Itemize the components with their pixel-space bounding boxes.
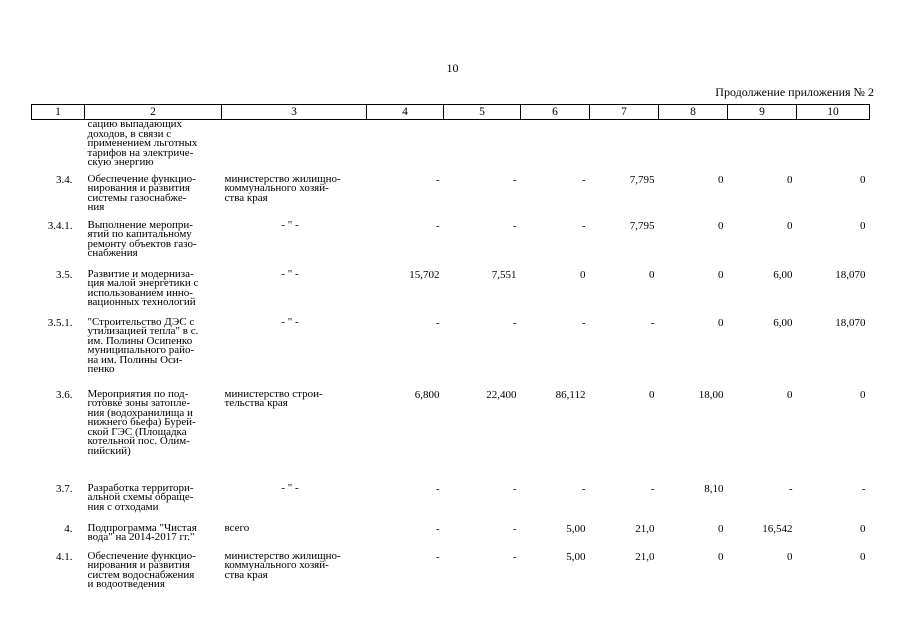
value-col-5: - [512, 550, 517, 563]
value-col-7: 0 [649, 268, 655, 281]
value-col-8: 0 [718, 550, 724, 563]
value-col-9: 0 [787, 173, 793, 186]
responsible-executor: министерство жилищно- коммунального хозяй- ства края [224, 172, 341, 204]
responsible-executor: - " - [281, 218, 299, 231]
value-col-10: 18,070 [835, 316, 866, 329]
value-col-4: - [435, 316, 440, 329]
value-col-5: - [512, 173, 517, 186]
table-row [32, 120, 870, 172]
value-col-9: 0 [787, 388, 793, 401]
value-col-10: 0 [860, 173, 866, 186]
value-col-6: - [581, 219, 586, 232]
item-name: Разработка территори- альной схемы обраще- ния с отходами [87, 481, 194, 513]
item-number: 3.6. [56, 388, 73, 401]
responsible-executor: министерство жилищно- коммунального хозяй- ства края [224, 549, 341, 581]
value-col-4: - [435, 522, 440, 535]
responsible-executor: - " - [281, 481, 299, 494]
value-col-7: 21,0 [635, 550, 655, 563]
table-body [32, 120, 870, 597]
table-row [32, 267, 870, 315]
value-col-10: 0 [860, 550, 866, 563]
item-name: сацию выпадающих доходов, в связи с применением льготных тарифов на электриче- скую энергию [87, 118, 198, 169]
value-col-5: - [512, 522, 517, 535]
item-name: "Строительство ДЭС с утилизацией тепла" в с. им. Полины Осипенко муниципального райо- на им. Полины Оси- пенко [87, 315, 199, 376]
value-col-5 [444, 120, 521, 172]
value-col-5: 22,400 [486, 388, 517, 401]
value-col-10: - [861, 482, 866, 495]
value-col-7: - [650, 316, 655, 329]
value-col-8: 0 [718, 173, 724, 186]
value-col-10 [797, 120, 870, 172]
value-col-4: - [435, 482, 440, 495]
value-col-8: 0 [718, 522, 724, 535]
value-col-8: 8,10 [704, 482, 724, 495]
value-col-5: - [512, 316, 517, 329]
value-col-6: 5,00 [566, 550, 586, 563]
table-row [32, 387, 870, 481]
responsible-executor: - " - [281, 267, 299, 280]
item-number [32, 120, 85, 172]
value-col-9: 16,542 [762, 522, 793, 535]
column-header-2: 2 [85, 105, 222, 120]
value-col-4 [367, 120, 444, 172]
responsible-executor: всего [224, 521, 250, 534]
column-header-5: 5 [444, 105, 521, 120]
table-row [32, 172, 870, 218]
value-col-9: 0 [787, 219, 793, 232]
item-number: 3.4. [56, 173, 73, 186]
value-col-5: - [512, 219, 517, 232]
column-header-10: 10 [797, 105, 870, 120]
table-row [32, 521, 870, 549]
value-col-9 [728, 120, 797, 172]
value-col-6: - [581, 482, 586, 495]
value-col-4: 15,702 [409, 268, 440, 281]
item-name: Обеспечение функцио- нирования и развития системы газоснабже- ния [87, 172, 196, 214]
value-col-9: 6,00 [773, 268, 793, 281]
value-col-6: - [581, 173, 586, 186]
item-name: Выполнение меропри- ятий по капитальному ремонту объектов газо- снабжения [87, 218, 197, 260]
appendix-table [31, 104, 870, 597]
column-header-3: 3 [222, 105, 367, 120]
value-col-9: 6,00 [773, 316, 793, 329]
value-col-10: 0 [860, 522, 866, 535]
value-col-10: 18,070 [835, 268, 866, 281]
item-number: 4. [64, 522, 73, 535]
continuation-caption: Продолжение приложения № 2 [715, 85, 874, 99]
column-header-9: 9 [728, 105, 797, 120]
value-col-8: 0 [718, 316, 724, 329]
value-col-8: 0 [718, 219, 724, 232]
value-col-7: 7,795 [629, 219, 655, 232]
column-header-4: 4 [367, 105, 444, 120]
value-col-6: - [581, 316, 586, 329]
value-col-7: 21,0 [635, 522, 655, 535]
responsible-executor: - " - [281, 315, 299, 328]
table-row [32, 481, 870, 521]
column-header-1: 1 [32, 105, 85, 120]
value-col-4: - [435, 550, 440, 563]
item-name: Мероприятия по под- готовке зоны затопле- ния (водохранилища и нижнего бьефа) Бурей- ской ГЭС (Площадка котельной пос. Олим- пийский) [87, 387, 196, 458]
value-col-8: 18,00 [698, 388, 724, 401]
column-header-8: 8 [659, 105, 728, 120]
value-col-4: 6,800 [414, 388, 440, 401]
responsible-executor: министерство строи- тельства края [224, 387, 323, 410]
responsible-executor [222, 120, 367, 172]
value-col-7: 7,795 [629, 173, 655, 186]
value-col-9: - [788, 482, 793, 495]
value-col-7: 0 [649, 388, 655, 401]
value-col-6: 0 [580, 268, 586, 281]
value-col-5: - [512, 482, 517, 495]
item-number: 4.1. [56, 550, 73, 563]
item-name: Развитие и модерниза- ция малой энергетики с использованием инно- вационных технологий [87, 267, 199, 309]
value-col-10: 0 [860, 219, 866, 232]
value-col-6: 5,00 [566, 522, 586, 535]
value-col-4: - [435, 173, 440, 186]
value-col-7 [590, 120, 659, 172]
value-col-5: 7,551 [491, 268, 517, 281]
table-row [32, 218, 870, 267]
table-row [32, 315, 870, 387]
item-number: 3.4.1. [47, 219, 73, 232]
item-number: 3.7. [56, 482, 73, 495]
value-col-6 [521, 120, 590, 172]
item-number: 3.5. [56, 268, 73, 281]
value-col-10: 0 [860, 388, 866, 401]
value-col-4: - [435, 219, 440, 232]
column-header-6: 6 [521, 105, 590, 120]
column-header-7: 7 [590, 105, 659, 120]
value-col-7: - [650, 482, 655, 495]
value-col-9: 0 [787, 550, 793, 563]
value-col-8 [659, 120, 728, 172]
value-col-8: 0 [718, 268, 724, 281]
item-name: Подпрограмма "Чистая вода" на 2014-2017 гг." [87, 521, 197, 544]
page-number: 10 [446, 61, 459, 75]
table-row [32, 549, 870, 597]
value-col-6: 86,112 [555, 388, 586, 401]
item-number: 3.5.1. [47, 316, 73, 329]
item-name: Обеспечение функцио- нирования и развития систем водоснабжения и водоотведения [87, 549, 196, 591]
